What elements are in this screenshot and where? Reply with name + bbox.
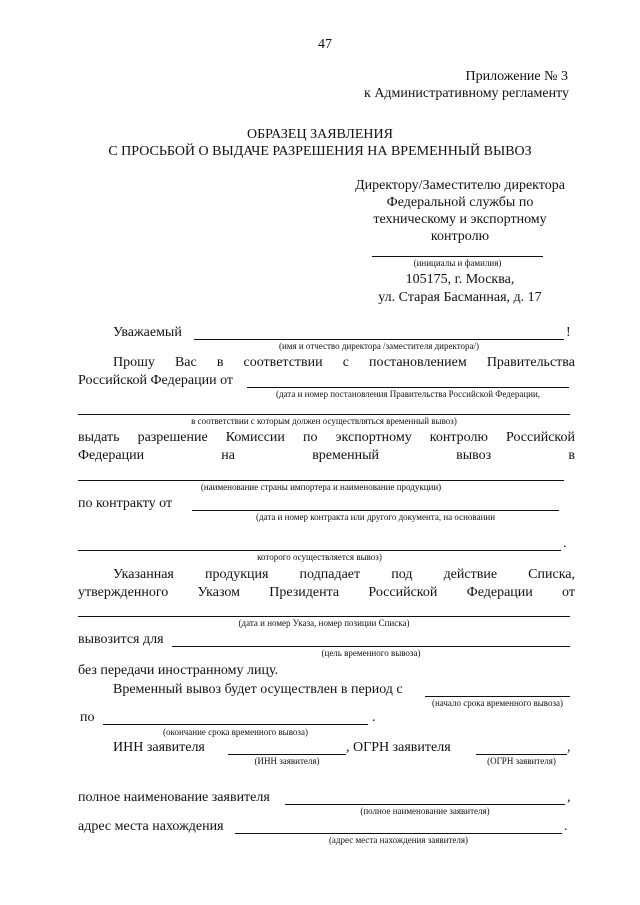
location-line xyxy=(235,833,562,834)
ogrn-line xyxy=(476,754,567,755)
permission-word: на xyxy=(221,448,236,463)
purpose-caption: (цель временного вывоза) xyxy=(321,648,421,658)
decree-word: Федерации xyxy=(466,585,533,600)
ogrn-caption: (ОГРН заявителя) xyxy=(487,756,556,766)
permission-word: Комиссии xyxy=(225,430,285,445)
fullname-line xyxy=(285,804,565,805)
addressee-line-1: Директору/Заместителю директора xyxy=(355,178,565,193)
decree-word: Списка, xyxy=(528,567,575,582)
contract-caption-2: которого осуществляется вывоз) xyxy=(257,552,382,562)
appendix-line-2: к Административному регламенту xyxy=(364,86,569,101)
period-start-caption: (начало срока временного вывоза) xyxy=(431,698,564,708)
decree-word: Президента xyxy=(269,585,340,600)
location-end: . xyxy=(564,819,568,834)
permission-line-1 xyxy=(78,430,575,446)
period-end-label: по xyxy=(80,710,95,725)
country-product-caption: (наименование страны импортера и наименование продукции) xyxy=(200,482,442,492)
addressee-name-line xyxy=(372,256,543,257)
decree-line-1 xyxy=(113,567,575,583)
decree-word: утвержденного xyxy=(78,585,169,600)
addressee-name-caption: (инициалы и фамилия) xyxy=(413,258,502,268)
fullname-label: полное наименование заявителя xyxy=(78,790,270,805)
decree-word: Указом xyxy=(197,585,241,600)
ogrn-label: , ОГРН заявителя xyxy=(346,740,451,755)
fullname-end: , xyxy=(567,790,571,805)
addressee-address-2: ул. Старая Басманная, д. 17 xyxy=(378,290,542,305)
decree-date-line xyxy=(247,387,569,388)
purpose-label: вывозится для xyxy=(78,632,164,647)
greeting-name-line xyxy=(194,339,564,340)
contract-line xyxy=(192,510,559,511)
decree-word: действие xyxy=(443,567,498,582)
request-word: Вас xyxy=(174,355,197,370)
decree-word: от xyxy=(562,585,575,600)
decree-word: подпадает xyxy=(299,567,361,582)
location-label: адрес места нахождения xyxy=(78,819,224,834)
page-number: 47 xyxy=(318,37,332,52)
permission-word: Федерации xyxy=(78,448,145,463)
permission-word: экспортному xyxy=(335,430,412,445)
purpose-line-2: без передачи иностранному лицу. xyxy=(78,663,279,678)
decree-word: продукция xyxy=(204,567,269,582)
inn-line xyxy=(228,754,346,755)
contract-caption-1: (дата и номер контракта или другого документа, на основании xyxy=(255,512,496,522)
permission-word: по xyxy=(302,430,318,445)
request-word: с xyxy=(342,355,349,370)
request-word: соответствии xyxy=(243,355,323,370)
permission-line-2 xyxy=(78,448,575,464)
decree-basis-line xyxy=(78,414,570,415)
greeting-label: Уважаемый xyxy=(113,325,182,340)
request-line-1 xyxy=(113,355,575,371)
contract-label: по контракту от xyxy=(78,496,173,511)
inn-label: ИНН заявителя xyxy=(113,740,205,755)
contract-basis-line xyxy=(78,550,561,551)
fullname-caption: (полное наименование заявителя) xyxy=(360,806,490,816)
permission-word: вывоз xyxy=(456,448,492,463)
country-product-line xyxy=(78,480,564,481)
permission-word: выдать xyxy=(78,430,120,445)
permission-word: временный xyxy=(312,448,379,463)
period-end-caption: (окончание срока временного вывоза) xyxy=(163,727,308,737)
greeting-caption: (имя и отчество директора /заместителя директора/) xyxy=(278,341,480,351)
request-line-2: Российской Федерации от xyxy=(78,373,234,388)
request-word: Прошу xyxy=(113,355,155,370)
decree-date-caption-1: (дата и номер постановления Правительства Российской Федерации, xyxy=(275,389,541,399)
addressee-address-1: 105175, г. Москва, xyxy=(405,272,515,287)
ogrn-end: , xyxy=(567,740,571,755)
addressee-line-3: техническому и экспортному xyxy=(373,212,547,227)
greeting-end: ! xyxy=(566,325,571,340)
document-title-line-1: ОБРАЗЕЦ ЗАЯВЛЕНИЯ xyxy=(247,127,393,142)
decree-line-2 xyxy=(78,585,575,601)
period-label: Временный вывоз будет осуществлен в период с xyxy=(113,682,403,697)
decree-word: Указанная xyxy=(113,567,174,582)
ukaz-caption: (дата и номер Указа, номер позиции Списка) xyxy=(238,618,410,628)
decree-word: под xyxy=(391,567,413,582)
request-word: постановлением xyxy=(369,355,467,370)
decree-date-caption-2: в соответствии с которым должен осуществляться временный вывоз) xyxy=(191,416,457,426)
request-word: в xyxy=(216,355,224,370)
period-end-line xyxy=(103,724,368,725)
location-caption: (адрес места нахождения заявителя) xyxy=(328,835,469,845)
addressee-line-4: контролю xyxy=(430,229,490,244)
permission-word: разрешение xyxy=(137,430,208,445)
permission-word: Российской xyxy=(506,430,575,445)
ukaz-line xyxy=(78,616,570,617)
contract-end: . xyxy=(563,536,567,551)
period-start-line xyxy=(425,696,570,697)
inn-caption: (ИНН заявителя) xyxy=(254,756,320,766)
permission-word: контролю xyxy=(429,430,488,445)
appendix-line-1: Приложение № 3 xyxy=(465,69,568,84)
permission-word: в xyxy=(568,448,575,463)
period-end-dot: . xyxy=(372,710,376,725)
document-title-line-2: С ПРОСЬБОЙ О ВЫДАЧЕ РАЗРЕШЕНИЯ НА ВРЕМЕННЫЙ ВЫВОЗ xyxy=(108,144,532,159)
addressee-line-2: Федеральной службы по xyxy=(386,195,534,210)
decree-word: Российской xyxy=(368,585,438,600)
purpose-line xyxy=(172,646,570,647)
request-word: Правительства xyxy=(486,355,575,370)
